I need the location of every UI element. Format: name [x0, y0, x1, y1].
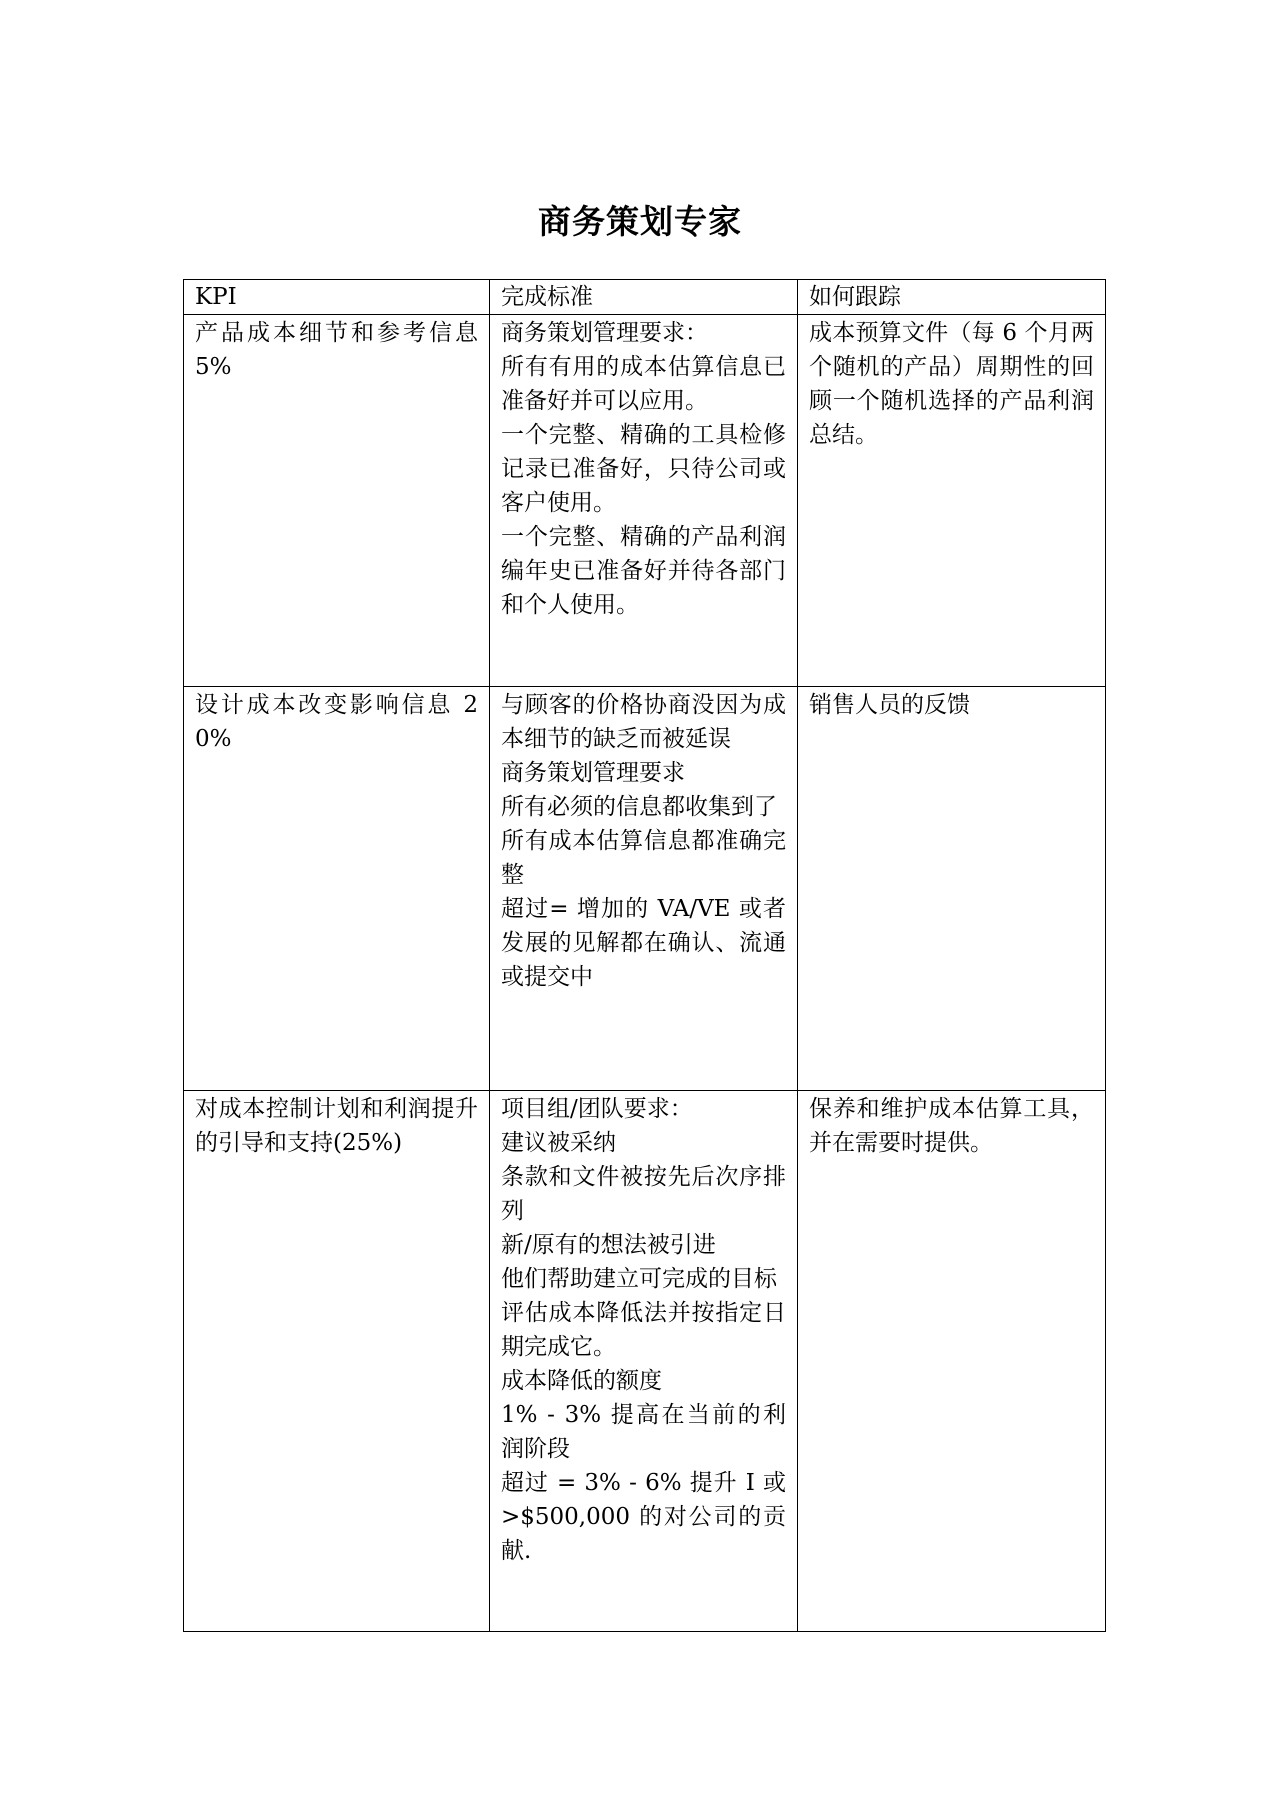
- table-row: [184, 1091, 1106, 1632]
- kpi-cell: 设计成本改变影响信息 20%: [184, 687, 490, 1091]
- criteria-line: 条款和文件被按先后次序排列: [501, 1164, 786, 1224]
- criteria-line: 所有有用的成本估算信息已准备好并可以应用。: [501, 354, 786, 414]
- kpi-cell: 产品成本细节和参考信息 5%: [184, 315, 490, 687]
- criteria-cell: [490, 315, 798, 687]
- criteria-line: 超过 = 3% - 6% 提升 I 或 >$500,000 的对公司的贡献.: [501, 1470, 786, 1564]
- criteria-cell: [490, 687, 798, 1091]
- criteria-line: 所有成本估算信息都准确完整: [501, 828, 786, 888]
- kpi-cell: 对成本控制计划和利润提升的引导和支持(25%): [184, 1091, 490, 1632]
- page-title: 商务策划专家: [538, 202, 742, 241]
- criteria-line: 建议被采纳: [501, 1130, 616, 1156]
- table-row: [184, 687, 1106, 1091]
- table-row: [184, 315, 1106, 687]
- criteria-line: 评估成本降低法并按指定日期完成它。: [501, 1300, 786, 1360]
- criteria-line: 他们帮助建立可完成的目标: [501, 1266, 777, 1292]
- criteria-line: 超过= 增加的 VA/VE 或者发展的见解都在确认、流通或提交中: [501, 896, 786, 990]
- criteria-line: 新/原有的想法被引进: [501, 1232, 716, 1258]
- header-tracking: 如何跟踪: [798, 280, 1106, 315]
- tracking-cell: 保养和维护成本估算工具，并在需要时提供。: [798, 1091, 1106, 1632]
- criteria-line: 商务策划管理要求：: [501, 320, 708, 346]
- criteria-line: 一个完整、精确的工具检修记录已准备好，只待公司或客户使用。: [501, 422, 786, 516]
- criteria-line: 成本降低的额度: [501, 1368, 662, 1394]
- table-header-row: [184, 280, 1106, 315]
- criteria-line: 所有必须的信息都收集到了: [501, 794, 777, 820]
- header-criteria: 完成标准: [490, 280, 798, 315]
- criteria-line: 一个完整、精确的产品利润编年史已准备好并待各部门和个人使用。: [501, 524, 786, 618]
- criteria-line: 项目组/团队要求：: [501, 1096, 693, 1122]
- criteria-line: 与顾客的价格协商没因为成本细节的缺乏而被延误: [501, 692, 786, 752]
- tracking-cell: 销售人员的反馈: [798, 687, 1106, 1091]
- tracking-cell: 成本预算文件（每 6 个月两个随机的产品）周期性的回顾一个随机选择的产品利润总结。: [798, 315, 1106, 687]
- kpi-table: [183, 279, 1106, 1632]
- criteria-cell: [490, 1091, 798, 1632]
- criteria-line: 商务策划管理要求: [501, 760, 685, 786]
- criteria-line: 1% - 3% 提高在当前的利润阶段: [501, 1402, 786, 1462]
- header-kpi: KPI: [184, 280, 490, 315]
